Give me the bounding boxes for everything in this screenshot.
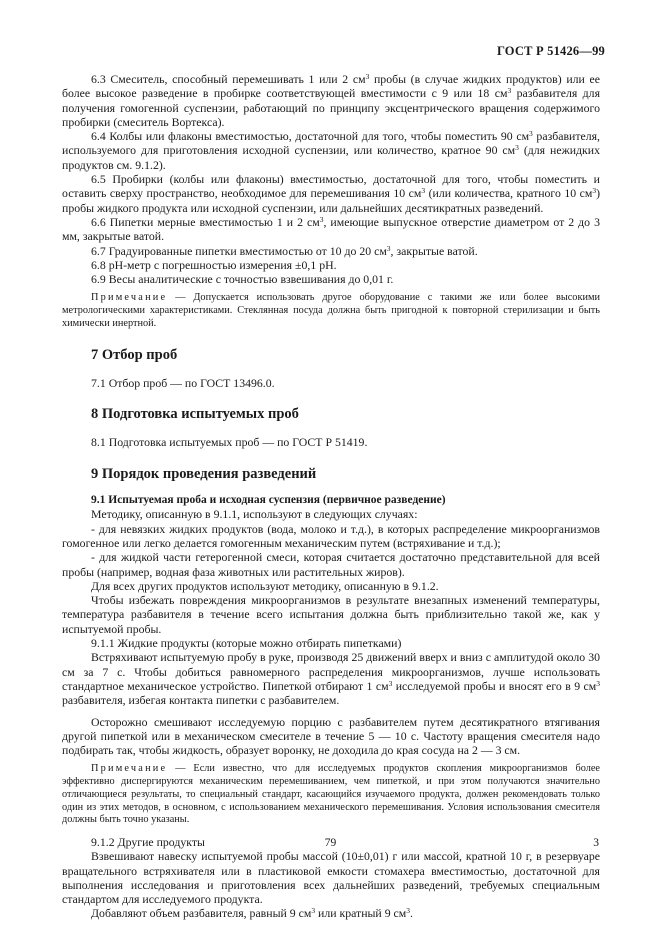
section-heading-8: 8 Подготовка испытуемых проб	[91, 406, 299, 423]
paragraph-6-7: 6.7 Градуированные пипетки вместимостью от 10 до 20 $см^3$, закрытые ватой.	[91, 243, 478, 258]
note-section-6: Примечание — Допускается использовать другое оборудование с такими же или более высокими метрологическими характеристиками. Стеклянная посуда должна быть пригодной к повторной стерилизации и быть химически инертной.	[62, 292, 600, 329]
paragraph-9-intro: Методику, описанную в 9.1.1, используют в следующих случаях:	[91, 507, 418, 522]
paragraph-7-1: 7.1 Отбор проб — по ГОСТ 13496.0.	[91, 375, 275, 390]
page-number-center: 79	[324, 837, 337, 849]
note-section-9: Примечание — Если известно, что для исследуемых продуктов скопления микроорганизмов более эффективно диспергируются механическим перемешиванием, чем пипеткой, и при этом получаются значительно отличающиеся результаты, то специальный стандарт, касающийся изучаемого продукта, должен рекомендовать только один из этих методов, в основном, с использованием механического перемешивания. Условия использования смесителя должны быть точно указаны.	[62, 763, 600, 826]
page-number-right: 3	[593, 837, 599, 849]
unit-cm3: $см^3$	[579, 186, 597, 201]
unit-cm3: $см^3$	[374, 243, 391, 258]
section-heading-7: 7 Отбор проб	[91, 346, 178, 363]
paragraph-6-8: 6.8 pH-метр с погрешностью измерения ±0,1 pH.	[91, 257, 337, 272]
unit-cm3: $см^3$	[516, 129, 533, 144]
unit-cm3: $см^3$	[408, 186, 426, 201]
paragraph-9-heterogeneous: - для жидкой части гетерогенной смеси, которая считается достаточно представительной для всей пробы (например, водная фаза животных или растительных жиров).	[62, 550, 600, 579]
unit-cm3: $см^3$	[352, 72, 370, 86]
page-header: ГОСТ Р 51426—99	[496, 44, 605, 58]
unit-cm3: $см^3$	[494, 86, 512, 101]
unit-cm3: $см^3$	[583, 678, 600, 693]
section-heading-9: 9 Порядок проведения разведений	[91, 465, 317, 482]
paragraph-9-1-2-diluent: Добавляют объем разбавителя, равный 9 $см^3$ или кратный 9 $см^3$.	[91, 906, 413, 921]
paragraph-9-1-1-mix: Осторожно смешивают исследуемую порцию с разбавителем путем десятикратного втягивания другой пипеткой или в механическом смесителе в течение 5 — 10 с. Частоту вращения смесителя надо подбирать так, чтобы жидкость, образует воронку, не доходила до края сосуда на 2 — 3 см.	[62, 714, 600, 758]
paragraph-9-1-2-title: 9.1.2 Другие продукты	[91, 834, 205, 849]
document-body	[62, 72, 600, 921]
unit-cm3: $см^3$	[307, 214, 324, 229]
paragraph-9-1-1-title: 9.1.1 Жидкие продукты (которые можно отбирать пипетками)	[91, 636, 402, 651]
paragraph-6-5: 6.5 Пробирки (колбы или флаконы) вместимостью, достаточной для того, чтобы поместить и оставить сверху пространство, необходимое для перемешивания 10 $см^3$ (или количества, кратного 10 $см^3$) пробы жидкого продукта или исходной суспензии, или дальнейших десятикратных разведений.	[62, 172, 600, 215]
paragraph-6-4: 6.4 Колбы или флаконы вместимостью, достаточной для того, чтобы поместить 90 $см^3$ разбавителя, используемого для приготовления исходной суспензии, или количество, кратное 90 $см^3$ (для нежидких продуктов см. 9.1.2).	[62, 129, 600, 172]
paragraph-9-other: Для всех других продуктов используют методику, описанную в 9.1.2.	[91, 578, 439, 593]
unit-cm3: $см^3$	[375, 678, 393, 693]
paragraph-9-liquid: - для невязких жидких продуктов (вода, молоко и т.д.), в которых распределение микроорганизмов гомогенное или легко делается гомогенным механическим путем (встряхивание и т.д.);	[62, 521, 600, 550]
paragraph-6-3: 6.3 Смеситель, способный перемешивать 1 или 2 $см^3$ пробы (в случае жидких продуктов) или ее более высокое разведение в пробирке соответствующей вместимости с 9 или 18 $см^3$ разбавителя для получения гомогенной суспензии, работающий по принципу эксцентрического вращения содержимого пробирки (смеситель Вортекса).	[62, 72, 600, 129]
unit-cm3: $см^3$	[393, 906, 410, 921]
paragraph-6-6: 6.6 Пипетки мерные вместимостью 1 и 2 $см^3$, имеющие выпускное отверстие диаметром от 2 до 3 мм, закрытые ватой.	[62, 214, 600, 244]
paragraph-9-1-1-shake: Встряхивают испытуемую пробу в руке, производя 25 движений вверх и вниз с амплитудой около 30 см за 7 с. Чтобы добиться равномерного распределения микроорганизмов, лучше использовать стандартное механическое устройство. Пипеткой отбирают 1 $см^3$ исследуемой пробы и вносят его в 9 $см^3$ разбавителя, избегая контакта пипетки с разбавителем.	[62, 650, 600, 708]
unit-cm3: $см^3$	[298, 906, 316, 921]
unit-cm3: $см^3$	[502, 143, 519, 158]
note-label: Примечание	[91, 292, 168, 304]
paragraph-9-temperature: Чтобы избежать повреждения микроорганизмов в результате внезапных изменений температуры, температура разбавителя в течение всего испытания должна быть приблизительно такой же, как у испытуемой пробы.	[62, 593, 600, 636]
paragraph-8-1: 8.1 Подготовка испытуемых проб — по ГОСТ Р 51419.	[91, 435, 368, 450]
paragraph-9-1-2-weigh: Взвешивают навеску испытуемой пробы массой (10±0,01) г или массой, кратной 10 г, в резервуаре вращательного встряхивателя или в пластиковой емкости стомахера вместимостью, достаточной для выполнения исследования и приготовления всех дальнейших разведений, требуемых специальным стандартом для исследуемого продукта.	[62, 849, 600, 907]
subsection-heading-9-1: 9.1 Испытуемая проба и исходная суспензия (первичное разведение)	[91, 494, 446, 507]
paragraph-6-9: 6.9 Весы аналитические с точностью взвешивания до 0,01 г.	[91, 272, 394, 287]
note-label: Примечание	[91, 763, 168, 775]
